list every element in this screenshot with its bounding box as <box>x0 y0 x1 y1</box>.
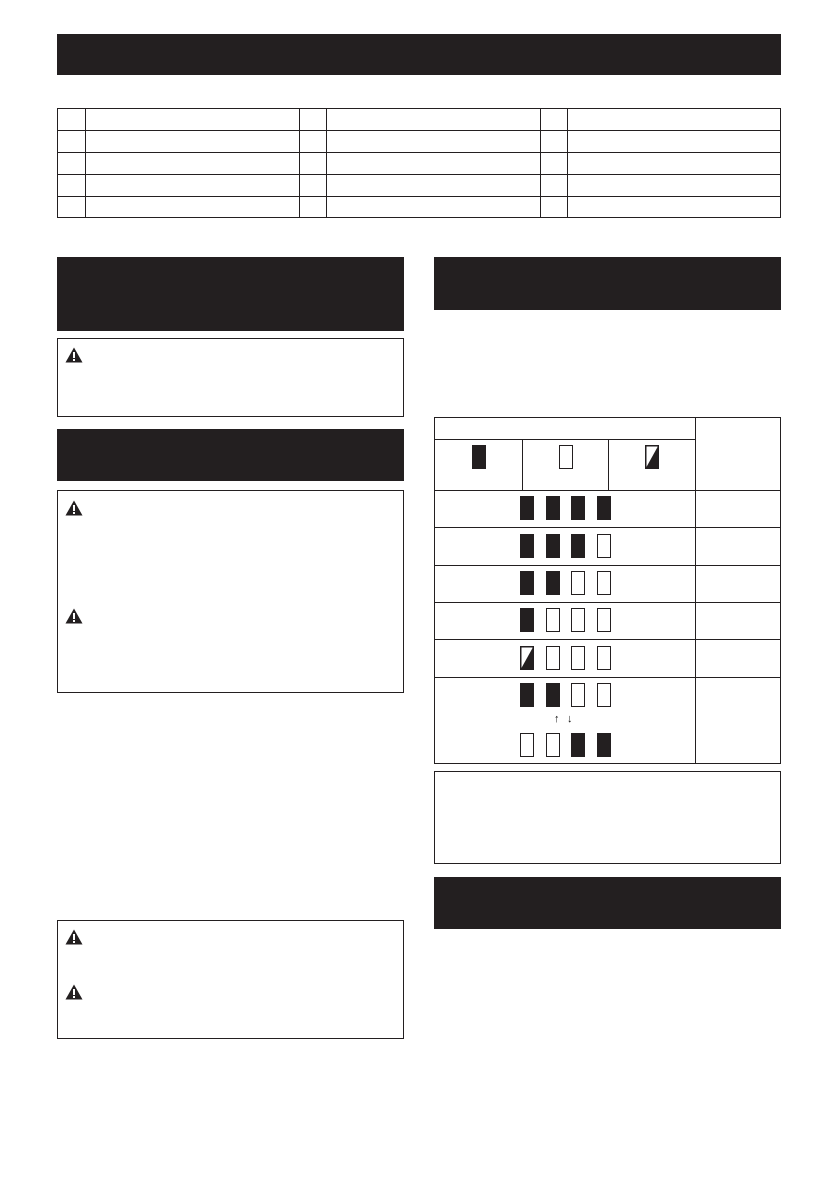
indicator-lamp-blinking <box>520 646 534 670</box>
indicator-lamp-lit <box>546 683 560 707</box>
caution-box <box>57 338 404 417</box>
warning-box <box>57 490 404 693</box>
indicator-lamp-lit <box>520 683 534 707</box>
warning-triangle-icon <box>65 500 83 516</box>
indicator-lamp-lit <box>520 534 534 558</box>
warning-triangle-icon <box>65 984 83 1000</box>
indicator-lamp-off <box>571 683 585 707</box>
section-heading-bar <box>434 877 781 929</box>
arrow-up-icon: ↑ <box>554 713 560 725</box>
parts-table <box>57 108 781 218</box>
warning-triangle-icon <box>65 347 83 363</box>
indicator-lamp-off <box>597 683 611 707</box>
indicator-lamp-lit <box>520 608 534 632</box>
indicator-lamp-lit <box>520 496 534 520</box>
indicator-lamp-off <box>597 571 611 595</box>
section-heading-bar <box>57 257 404 331</box>
indicator-lamp-off <box>546 646 560 670</box>
alternate-arrows <box>551 712 591 726</box>
indicator-lamp-off <box>546 608 560 632</box>
indicator-lamp-off <box>520 733 534 757</box>
indicator-lamp-lit <box>597 496 611 520</box>
battery-indicator-table <box>434 417 781 764</box>
indicator-lamp-off <box>597 608 611 632</box>
indicator-lamp-off <box>597 646 611 670</box>
section-heading-bar <box>434 257 781 310</box>
note-box <box>434 771 781 864</box>
indicator-lamp-lit <box>571 733 585 757</box>
indicator-lamp-lit <box>571 496 585 520</box>
page-title-bar <box>57 34 781 75</box>
indicator-lamp-lit <box>597 733 611 757</box>
caution-box <box>57 920 404 1039</box>
indicator-lamp-lit <box>520 571 534 595</box>
indicator-lamp-off <box>597 534 611 558</box>
warning-triangle-icon <box>65 608 83 624</box>
arrow-down-icon: ↓ <box>567 713 573 725</box>
lamp-off-symbol-icon <box>559 445 573 469</box>
indicator-lamp-lit <box>546 534 560 558</box>
indicator-lamp-lit <box>546 496 560 520</box>
indicator-lamp-off <box>571 608 585 632</box>
indicator-lamp-off <box>546 733 560 757</box>
lamp-blinking-symbol-icon <box>645 445 659 469</box>
lamp-lit-symbol-icon <box>472 445 486 469</box>
indicator-lamp-lit <box>571 534 585 558</box>
section-heading-bar <box>57 429 404 481</box>
indicator-lamp-lit <box>546 571 560 595</box>
indicator-lamp-off <box>571 571 585 595</box>
indicator-lamp-off <box>571 646 585 670</box>
warning-triangle-icon <box>65 929 83 945</box>
